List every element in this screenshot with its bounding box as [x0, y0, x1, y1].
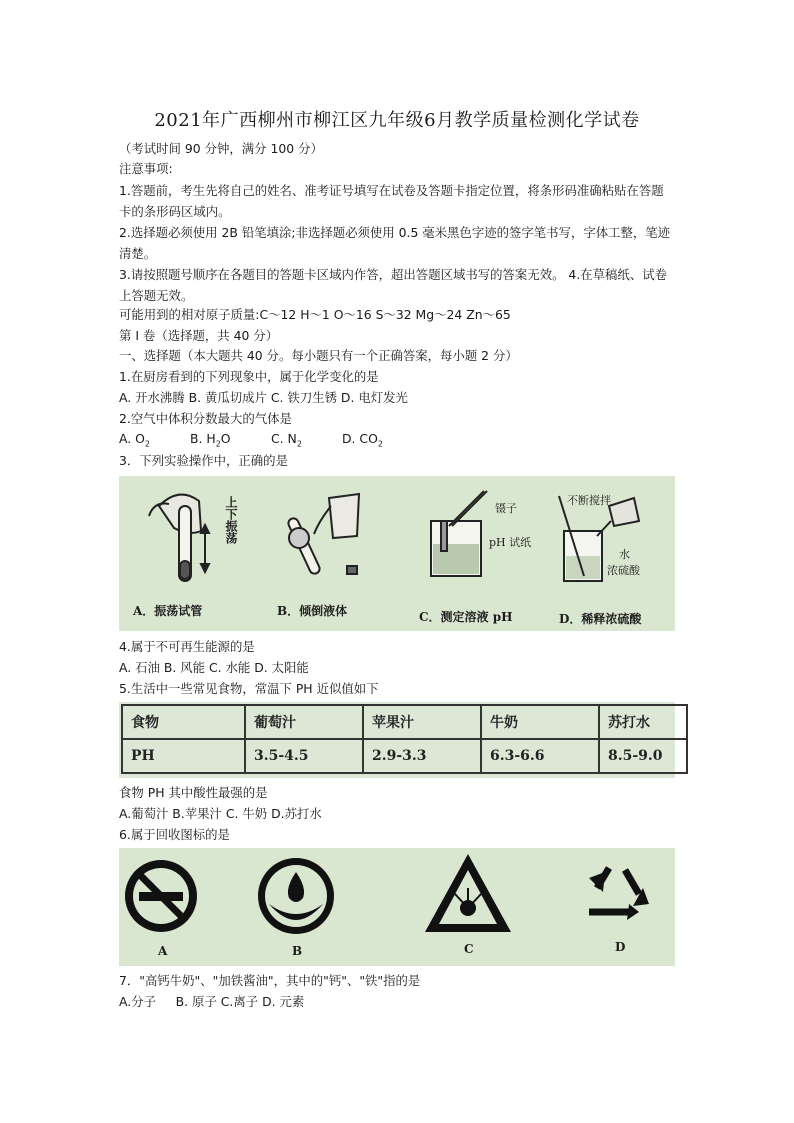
ph-paper-label: pH 试纸 — [489, 536, 532, 549]
atomic-masses: 可能用到的相对原子质量:C～12 H～1 O～16 S～32 Mg～24 Zn～65 — [119, 307, 511, 322]
q4-options: A. 石油 B. 风能 C. 水能 D. 太阳能 — [119, 660, 309, 675]
symbol-label-b: B — [292, 944, 303, 958]
fig-label-c: C．测定溶液 pH — [419, 610, 513, 624]
note-1: 1.答题前，考生先将自己的姓名、准考证号填写在试卷及答题卡指定位置，将条形码准确粘贴在答题卡的条形码区域内。 — [119, 183, 664, 219]
fig-label-b: B．倾倒液体 — [277, 604, 348, 618]
q7-stem: 7．"高钙牛奶"、"加铁酱油"，其中的"钙"、"铁"指的是 — [119, 973, 421, 988]
stir-label: 不断搅拌 — [567, 494, 611, 507]
q5-follow: 食物 PH 其中酸性最强的是 — [119, 785, 268, 800]
q4-stem: 4.属于不可再生能源的是 — [119, 639, 255, 654]
q6-stem: 6.属于回收图标的是 — [119, 827, 230, 842]
table-header-cell: 葡萄汁 — [245, 705, 363, 739]
q5-options: A.葡萄汁 B.苹果汁 C. 牛奶 D.苏打水 — [119, 806, 322, 821]
fig-label-a: A．振荡试管 — [133, 604, 203, 618]
symbol-label-d: D — [615, 940, 626, 954]
no-smoking-icon — [125, 860, 197, 932]
table-header-cell: 牛奶 — [481, 705, 599, 739]
q2-option-c: C. $N_2$ — [271, 431, 302, 449]
q2-option-d: D. $CO_2$ — [342, 431, 383, 449]
recycling-icon — [589, 868, 649, 920]
acid-label: 浓硫酸 — [607, 564, 640, 577]
symbol-label-a: A — [158, 944, 168, 958]
q2-option-a: A. $O_2$ — [119, 431, 150, 449]
table-cell: 6.3-6.6 — [481, 739, 599, 773]
note-2: 2.选择题必须使用 2B 铅笔填涂;非选择题必须使用 0.5 毫米黑色字迹的签字笔书写，字体工整，笔迹清楚。 — [119, 225, 671, 261]
table-header-cell: 食物 — [122, 705, 245, 739]
table-header-cell: 苏打水 — [599, 705, 687, 739]
q6-figure — [119, 848, 675, 966]
table-row-label: PH — [122, 739, 245, 773]
table-cell: 3.5-4.5 — [245, 739, 363, 773]
notes-heading: 注意事项: — [119, 161, 173, 176]
section1-heading: 一、选择题（本大题共 40 分。每小题只有一个正确答案，每小题 2 分） — [119, 348, 518, 363]
q2-stem: 2.空气中体积分数最大的气体是 — [119, 411, 292, 426]
q5-stem: 5.生活中一些常见食物，常温下 PH 近似值如下 — [119, 681, 379, 696]
q7-options: A.分子 B. 原子 C.离子 D. 元素 — [119, 994, 305, 1009]
fig-label-d: D．稀释浓硫酸 — [559, 612, 642, 626]
shake-test-tube-drawing — [149, 495, 209, 581]
page-title: 2021年广西柳州市柳江区九年级6月教学质量检测化学试卷 — [154, 110, 640, 131]
table-header-cell: 苹果汁 — [363, 705, 481, 739]
table-cell: 8.5-9.0 — [599, 739, 687, 773]
pour-liquid-drawing — [287, 494, 359, 575]
q3-figure — [119, 476, 675, 631]
tweezers-label: 镊子 — [495, 502, 517, 515]
q1-stem: 1.在厨房看到的下列现象中，属于化学变化的是 — [119, 369, 379, 384]
q1-options: A. 开水沸腾 B. 黄瓜切成片 C. 铁刀生锈 D. 电灯发光 — [119, 390, 408, 405]
shake-direction-label: 上下振荡 — [224, 496, 238, 544]
exam-info: （考试时间 90 分钟，满分 100 分） — [119, 141, 323, 156]
q3-stem: 3．下列实验操作中，正确的是 — [119, 453, 288, 468]
symbols-illustration — [119, 848, 675, 966]
symbol-label-c: C — [464, 942, 474, 956]
table-row — [122, 739, 687, 773]
ph-test-drawing — [431, 491, 487, 576]
note-3: 3.请按照题号顺序在各题目的答题卡区域内作答，超出答题区域书写的答案无效。 4.在草稿纸、试卷上答题无效。 — [119, 267, 667, 303]
table-row — [122, 705, 687, 739]
water-saving-icon — [258, 858, 334, 934]
ph-table — [121, 704, 688, 774]
water-label: 水 — [619, 548, 630, 561]
table-cell: 2.9-3.3 — [363, 739, 481, 773]
q2-option-b: B. $H_2O$ — [190, 431, 231, 449]
part1-heading: 第 I 卷（选择题，共 40 分） — [119, 328, 279, 343]
explosive-warning-icon — [425, 854, 511, 932]
